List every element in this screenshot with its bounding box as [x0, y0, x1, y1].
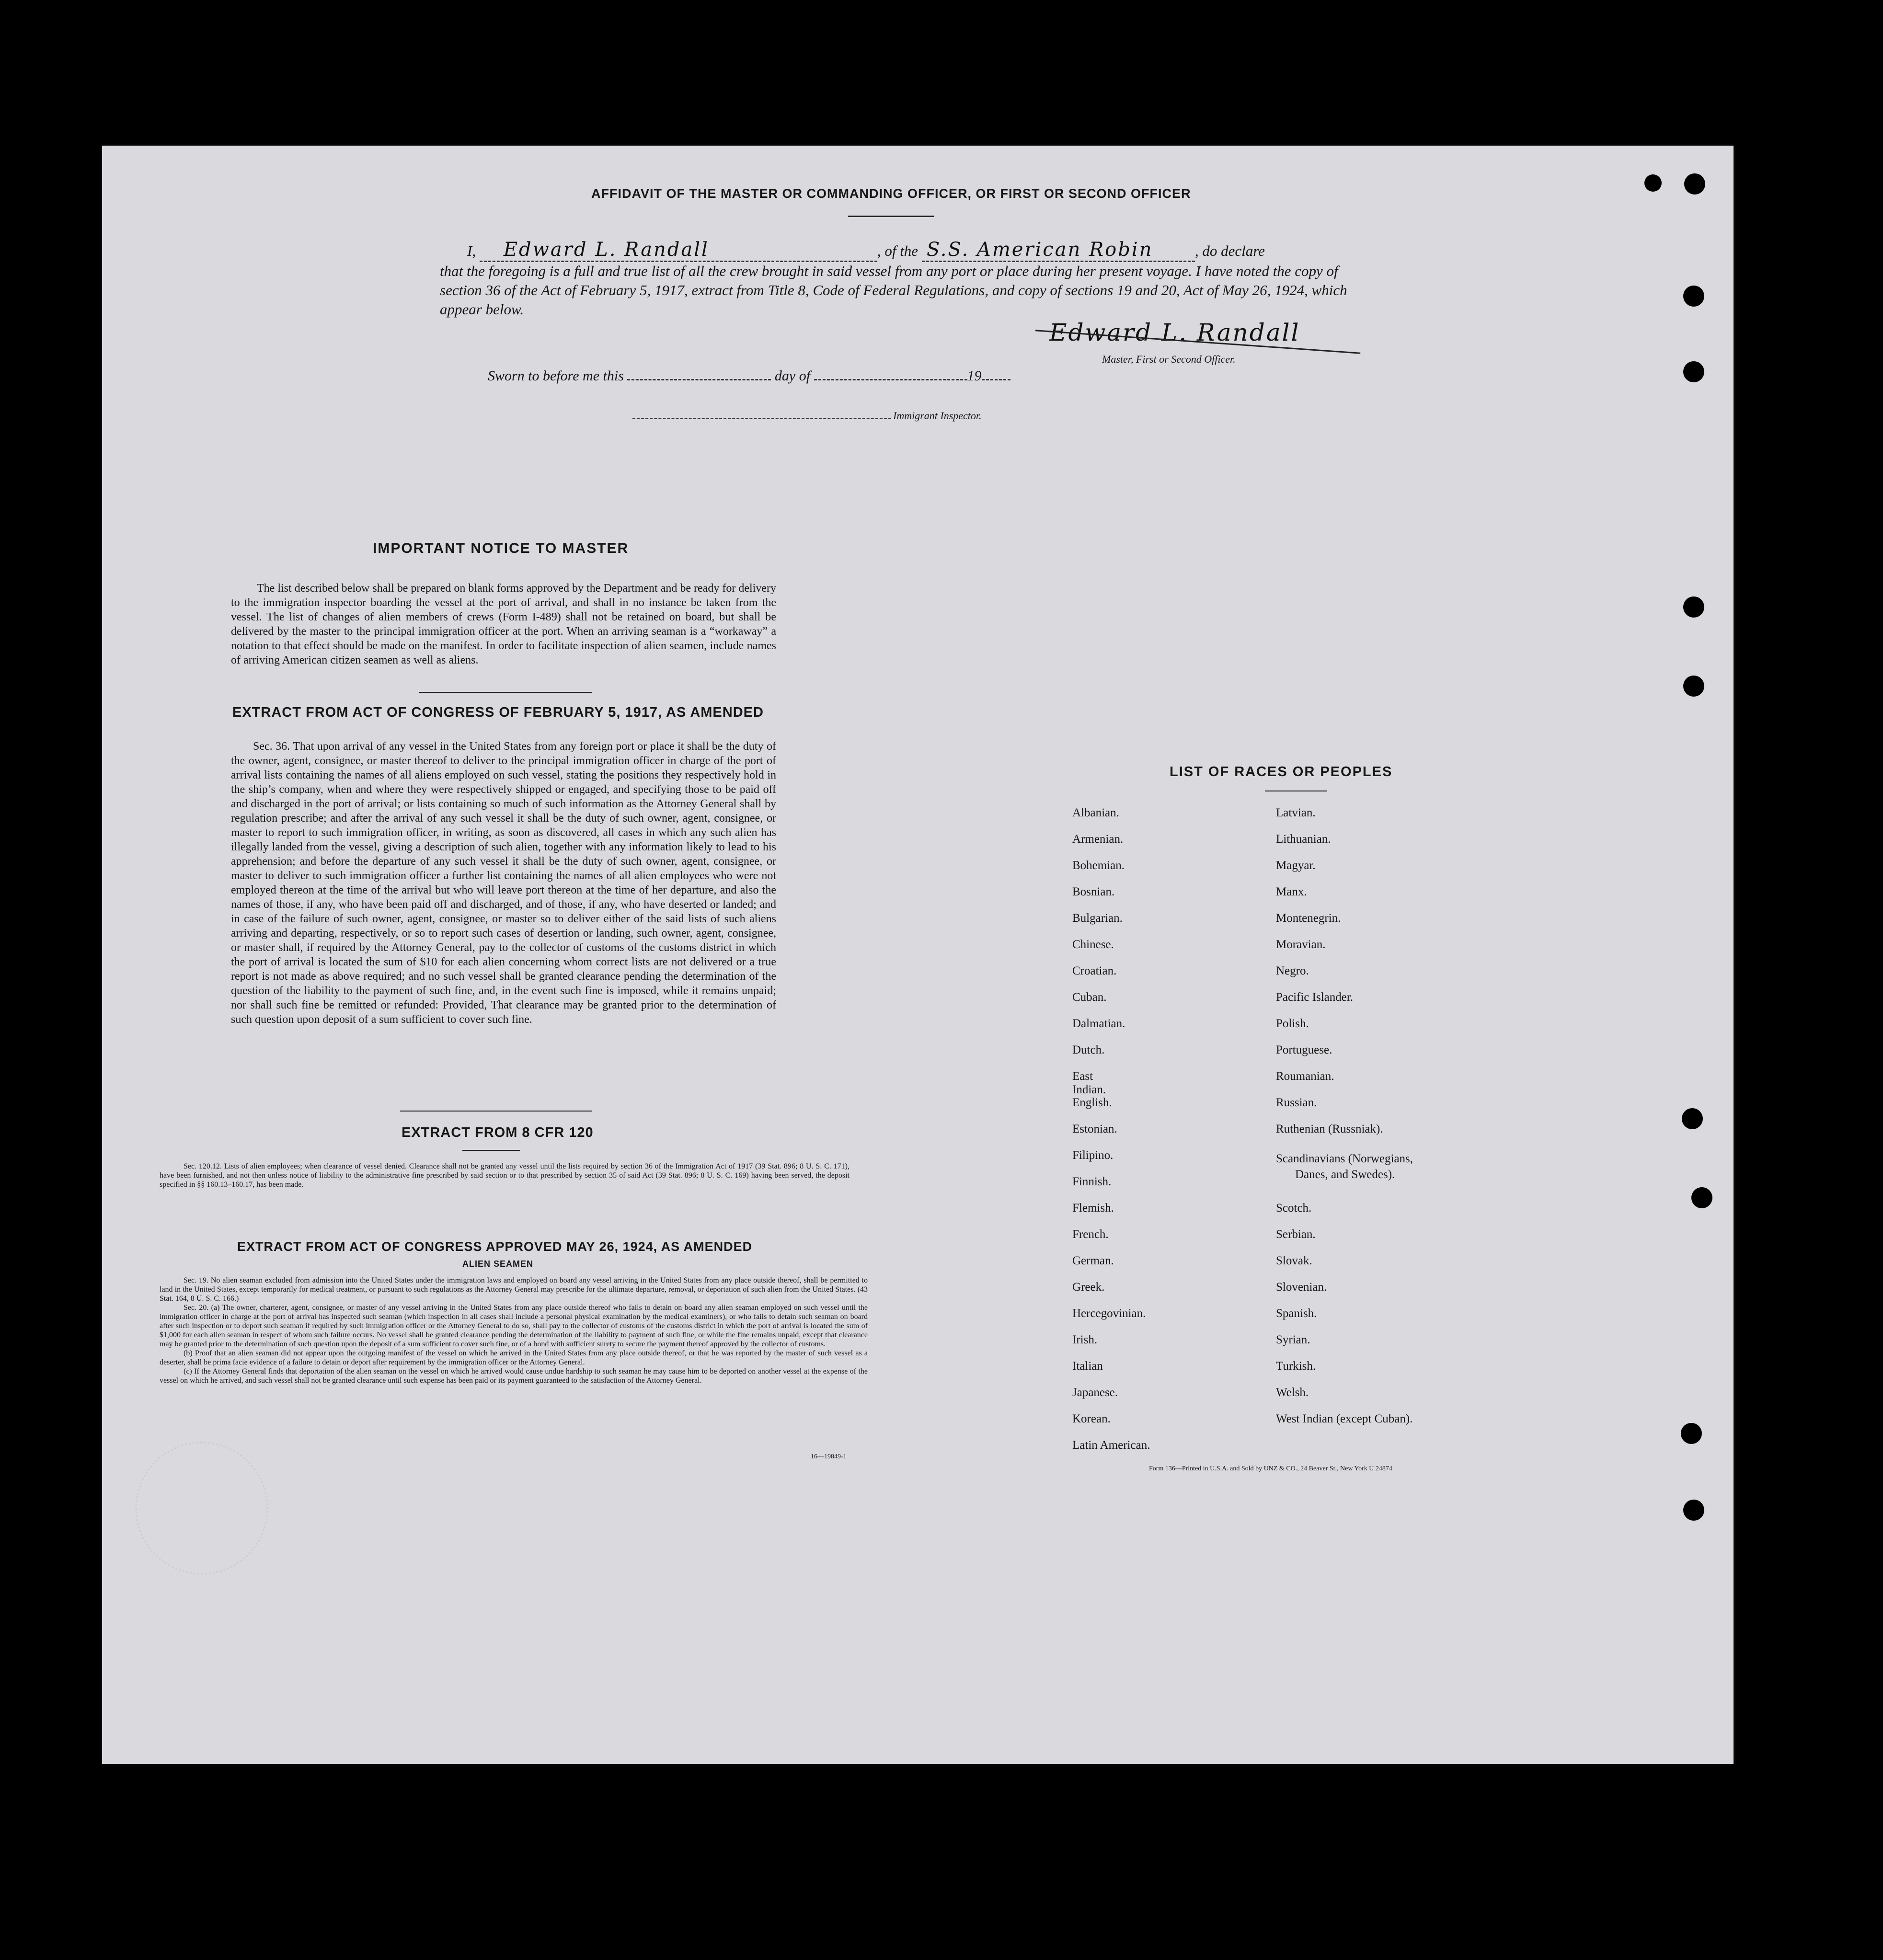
- punch-hole: [1684, 173, 1705, 195]
- of-the-label: , of the: [877, 242, 919, 259]
- race-left-25: Latin American.: [1072, 1439, 1150, 1452]
- race-left-19: Greek.: [1072, 1281, 1105, 1294]
- day-of-label: day of: [774, 368, 811, 384]
- form-code: 16—19849-1: [811, 1453, 847, 1460]
- race-right-3: Magyar.: [1276, 859, 1316, 872]
- race-right-14: Scandinavians (Norwegians,: [1276, 1152, 1413, 1165]
- race-right-17: Serbian.: [1276, 1228, 1316, 1241]
- race-right-15: Danes, and Swedes).: [1295, 1168, 1395, 1181]
- extract-1917-text: Sec. 36. That upon arrival of any vessel in the United States from any foreign port or place it shall be the duty of the owner, agent, consignee, or master thereof to deliver to the principal immigration officer in charge of the port of arrival lists containing the names of all aliens employed on such vessel, stating the positions they respectively hold in the ship’s company, when and where they were respectively shipped or engaged, and specifying those to be paid off and discharged in the port of arrival; or lists containing so much of such information as the Attorney General shall by regulation prescribe; and after the arrival of any such vessel it shall be the duty of such owner, agent, consignee, or master to report to such immigration officer, in writing, as soon as discovered, all cases in which any such alien has illegally landed from the vessel, giving a description of such alien, together with any information likely to lead to his apprehension; and before the departure of any such vessel it shall be the duty of such owner, agent, consignee, or master to deliver to such immigration officer a further list containing the names of all alien employees who were not employed thereon at the time of the arrival but who will leave port thereon at the time of her departure, and also the names of those, if any, who have been paid off and discharged, and of those, if any, who have deserted or landed; and in case of the failure of such owner, agent, consignee, or master so to deliver either of the said lists of such aliens arriving and departing, respectively, or so to report such cases of desertion or landing, such owner, agent, consignee, or master shall, if required by the Attorney General, pay to the collector of customs of the customs district in which the port of arrival is located the sum of $10 for each alien concerning whom correct lists are not delivered or a true report is not made as above required; and no such vessel shall be granted clearance pending the determination of the question of the liability to the payment of such fine, and, in the event such fine is imposed, while it remains unpaid; nor shall such fine be remitted or refunded: Provided, That clearance may be granted prior to the determination of such question upon deposit of a sum sufficient to cover such fine.: [231, 740, 776, 1026]
- affidavit-title: AFFIDAVIT OF THE MASTER OR COMMANDING OFFICER, OR FIRST OR SECOND OFFICER: [591, 186, 1191, 201]
- inspector-line: [632, 410, 982, 422]
- alien-seamen-subtitle: ALIEN SEAMEN: [462, 1259, 534, 1269]
- section-20c-text: (c) If the Attorney General finds that deportation of the alien seaman on the vessel on which he arrived would cause undue hardship to such seaman he may cause him to be deported on another vessel at the expense of the vessel on which he arrived, and such vessel shall not be granted clearance until such expense has been paid or its payment guaranteed to the satisfaction of the Attorney General.: [160, 1367, 868, 1385]
- race-left-5: Bulgarian.: [1072, 912, 1123, 925]
- section-20b-text: (b) Proof that an alien seaman did not appear upon the outgoing manifest of the vessel on which he arrived in the United States from any place outside thereof, or that he was reported by the master of such vessel as a deserter, shall be prima facie evidence of a failure to detain or deport after requirement by the immigration officer or the Attorney General.: [160, 1349, 868, 1366]
- race-left-21: Irish.: [1072, 1333, 1098, 1346]
- race-right-10: Portuguese.: [1276, 1043, 1332, 1056]
- section-19-text: Sec. 19. No alien seaman excluded from admission into the United States under the immigration laws and employed on board any vessel arriving in the United States from any place outside thereof, shall be permitted to land in the United States, except temporarily for medical treatment, or pursuant to such regulations as the Attorney General may prescribe for the ultimate departure, removal, or deportation of such alien from the United States. (43 Stat. 164, 8 U. S. C. 166.): [160, 1276, 868, 1303]
- race-left-2: Armenian.: [1072, 833, 1124, 846]
- title-rule: [848, 216, 934, 217]
- race-left-8: Cuban.: [1072, 991, 1107, 1004]
- punch-hole: [1683, 286, 1704, 307]
- race-right-16: Scotch.: [1276, 1202, 1312, 1215]
- race-left-16: Flemish.: [1072, 1202, 1114, 1215]
- punch-hole: [1683, 596, 1704, 618]
- punch-hole: [1691, 1187, 1712, 1208]
- inspector-caption: Immigrant Inspector.: [893, 410, 982, 422]
- extract-1924-title: EXTRACT FROM ACT OF CONGRESS APPROVED MAY 26, 1924, AS AMENDED: [237, 1239, 753, 1254]
- declare-label: , do declare: [1194, 242, 1265, 259]
- master-name: Edward L. Randall: [503, 239, 709, 261]
- race-right-22: Turkish.: [1276, 1360, 1316, 1373]
- races-title: LIST OF RACES OR PEOPLES: [1170, 764, 1393, 779]
- extract-1917-rule: [400, 1111, 592, 1112]
- master-signature: Edward L. Randall: [1049, 319, 1300, 346]
- inspector-signature-field: [632, 418, 891, 419]
- affidavit-declaration-line: [467, 239, 1358, 262]
- race-right-1: Latvian.: [1276, 806, 1316, 819]
- race-right-21: Syrian.: [1276, 1333, 1310, 1346]
- extract-1924-body: [160, 1276, 868, 1385]
- race-right-4: Manx.: [1276, 885, 1307, 898]
- race-left-1: Albanian.: [1072, 806, 1119, 819]
- race-left-18: German.: [1072, 1254, 1114, 1267]
- race-right-12: Russian.: [1276, 1096, 1317, 1109]
- affidavit-body: that the foregoing is a full and true list of all the crew brought in said vessel from any port or place during her present voyage. I have noted the copy of section 36 of the Act of February 5, 1917, extract from Title 8, Code of Federal Regulations, and copy of sections 19 and 20, Act of May 26, 1924, which appear below.: [440, 263, 1347, 318]
- sworn-year-field: [982, 379, 1010, 380]
- extract-cfr-title: EXTRACT FROM 8 CFR 120: [402, 1125, 594, 1140]
- race-right-7: Negro.: [1276, 964, 1309, 977]
- race-right-19: Slovenian.: [1276, 1281, 1327, 1294]
- punch-hole: [1683, 361, 1704, 382]
- race-left-9: Dalmatian.: [1072, 1017, 1125, 1030]
- vessel-name-field: [922, 239, 1195, 262]
- vessel-name: S.S. American Robin: [926, 239, 1153, 261]
- race-right-13: Ruthenian (Russniak).: [1276, 1123, 1383, 1135]
- sworn-day-field: [627, 379, 771, 380]
- race-left-10: Dutch.: [1072, 1043, 1105, 1056]
- race-right-8: Pacific Islander.: [1276, 991, 1354, 1004]
- race-left-24: Korean.: [1072, 1412, 1111, 1425]
- declaration-prefix: I,: [467, 242, 476, 259]
- sworn-label: Sworn to before me this: [488, 368, 624, 384]
- race-right-5: Montenegrin.: [1276, 912, 1341, 925]
- embossed-seal: [135, 1442, 268, 1575]
- punch-hole: [1681, 1423, 1702, 1444]
- notice-title: IMPORTANT NOTICE TO MASTER: [373, 540, 629, 556]
- sworn-line: [488, 368, 1010, 384]
- race-right-23: Welsh.: [1276, 1386, 1309, 1399]
- race-right-20: Spanish.: [1276, 1307, 1317, 1320]
- punch-hole: [1683, 1500, 1704, 1521]
- race-left-11: East Indian.: [1072, 1070, 1106, 1096]
- punch-hole: [1682, 1108, 1703, 1129]
- race-left-15: Finnish.: [1072, 1175, 1112, 1188]
- year-prefix: 19: [967, 368, 982, 384]
- master-name-field: [480, 239, 877, 262]
- race-left-23: Japanese.: [1072, 1386, 1118, 1399]
- race-right-18: Slovak.: [1276, 1254, 1312, 1267]
- race-left-7: Croatian.: [1072, 964, 1117, 977]
- race-right-11: Roumanian.: [1276, 1070, 1334, 1083]
- race-left-22: Italian: [1072, 1360, 1103, 1373]
- notice-text: The list described below shall be prepared on blank forms approved by the Department and be ready for delivery to the immigration inspector boarding the vessel at the port of arrival, and shall in no instance be taken from the vessel. The list of changes of alien members of crews (Form I-489) shall not be retained on board, but shall be delivered by the master to the principal immigration officer at the port. When an arriving seaman is a “workaway” a notation to that effect should be made on the manifest. In order to facilitate inspection of alien seamen, include names of arriving American citizen seamen as well as aliens.: [231, 582, 776, 666]
- race-left-3: Bohemian.: [1072, 859, 1125, 872]
- race-left-17: French.: [1072, 1228, 1109, 1241]
- extract-1917-title: EXTRACT FROM ACT OF CONGRESS OF FEBRUARY 5, 1917, AS AMENDED: [232, 705, 764, 720]
- signature-caption: Master, First or Second Officer.: [1102, 353, 1236, 365]
- punch-hole: [1683, 676, 1704, 697]
- printer-imprint: Form 136—Printed in U.S.A. and Sold by UNZ & CO., 24 Beaver St., New York U 24874: [1149, 1465, 1392, 1472]
- extract-cfr-rule: [462, 1150, 520, 1151]
- race-left-20: Hercegovinian.: [1072, 1307, 1146, 1320]
- race-left-13: Estonian.: [1072, 1123, 1117, 1135]
- race-right-6: Moravian.: [1276, 938, 1326, 951]
- section-20a-text: Sec. 20. (a) The owner, charterer, agent, consignee, or master of any vessel arriving in the United States from any place outside thereof who fails to detain on board any alien seaman employed on such vessel until the immigration officer in charge at the port of arrival has inspected such seaman (which inspection in all cases shall include a personal physical examination by the medical examiners), or who fails to detain such seaman on board after such inspection or to deport such seaman if required by such immigration officer or the Attorney General to do so, shall pay to the collector of customs of the customs district in which the port of arrival is located the sum of $1,000 for each alien seaman in respect of whom such failure occurs. No vessel shall be granted clearance pending the determination of the liability to payment of such fine, or while the fine remains unpaid, except that clearance may be granted prior to the determination of such question upon the deposit of a sum sufficient to cover such fine, or of a bond with sufficient surety to secure the payment thereof approved by the collector of customs.: [160, 1304, 868, 1348]
- extract-cfr-text: Sec. 120.12. Lists of alien employees; when clearance of vessel denied. Clearance shall not be granted any vessel until the lists required by section 36 of the Immigration Act of 1917 (39 Stat. 896; 8 U. S. C. 171), have been furnished, and not then unless notice of liability to the administrative fine prescribed by said section or to that prescribed by section 35 of said Act (39 Stat. 896; 8 U. S. C. 169) having been served, the deposit specified in §§ 160.13–160.17, has been made.: [160, 1162, 850, 1189]
- race-right-9: Polish.: [1276, 1017, 1309, 1030]
- punch-hole: [1644, 174, 1662, 192]
- race-left-14: Filipino.: [1072, 1149, 1114, 1162]
- race-left-4: Bosnian.: [1072, 885, 1115, 898]
- race-left-6: Chinese.: [1072, 938, 1114, 951]
- race-right-2: Lithuanian.: [1276, 833, 1331, 846]
- race-right-24: West Indian (except Cuban).: [1276, 1412, 1413, 1425]
- sworn-month-field: [814, 379, 967, 380]
- notice-rule: [419, 692, 592, 693]
- race-left-12: English.: [1072, 1096, 1112, 1109]
